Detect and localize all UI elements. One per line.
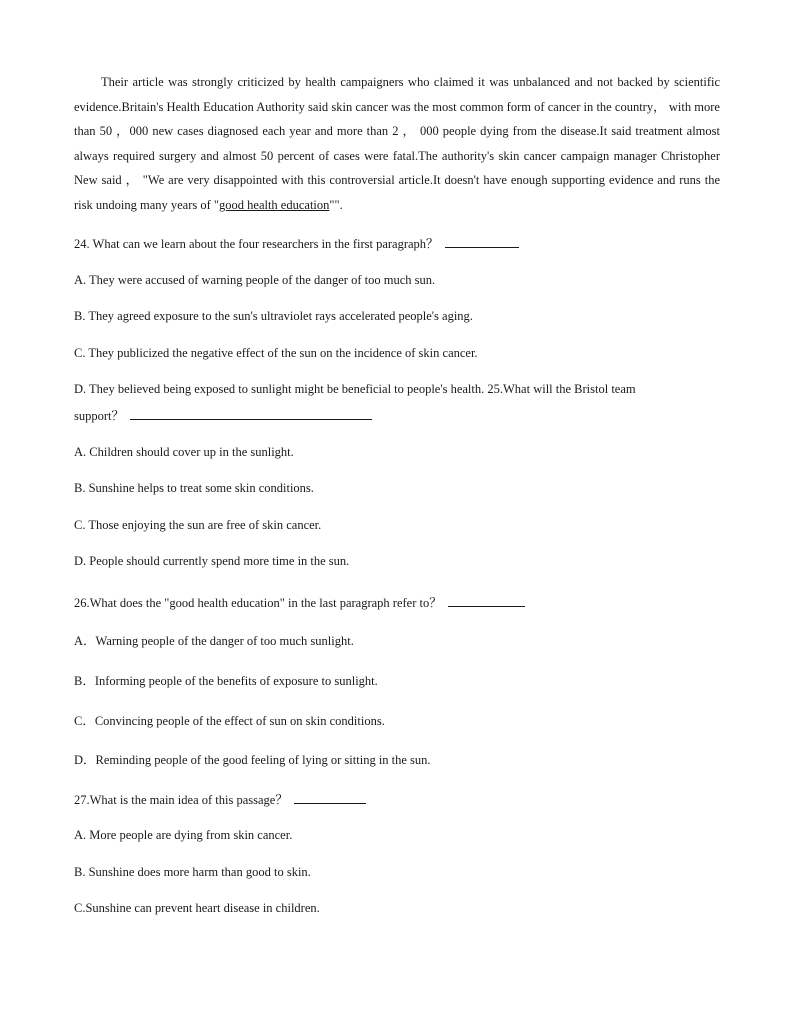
question-24-option-d: D. They believed being exposed to sunlight might be beneficial to people's health. 25.What will the Bristol team (74, 382, 636, 396)
question-26-stem (74, 593, 720, 611)
question-26-option-b: B．Informing people of the benefits of exposure to sunlight. (74, 674, 378, 688)
question-24-text: 24. What can we learn about the four researchers in the first paragraph？ (74, 237, 439, 251)
question-24-option-b: B. They agreed exposure to the sun's ultraviolet rays accelerated people's aging. (74, 309, 473, 323)
question-24-option-a: A. They were accused of warning people of the danger of too much sun. (74, 273, 436, 287)
question-25-option-d: D. People should currently spend more time in the sun. (74, 554, 350, 568)
answer-blank (445, 235, 519, 248)
question-25-text: support？ (74, 409, 125, 423)
question-27-option-a: A. More people are dying from skin cancer. (74, 828, 293, 842)
answer-blank (130, 407, 372, 420)
passage-text: Their article was strongly criticized by health campaigners who claimed it was unbalanced and not backed by scientific evidence.Britain's Health Education Authority said skin cancer was the most common form of cancer in the country， with more than 50 ，000 new cases diagnosed each year and more than 2 ， 000 people dying from the disease.It said treatment almost always required surgery and almost 50 percent of cases were fatal.The authority's skin cancer campaign manager Christopher New said ， "We are very disappointed with this controversial article.It doesn't have enough supporting evidence and runs the risk undoing many years of " (74, 75, 720, 212)
underlined-phrase: good health education (219, 197, 330, 212)
question-26-option-a: A．Warning people of the danger of too much sunlight. (74, 634, 354, 648)
question-26-text: 26.What does the "good health education" in the last paragraph refer to？ (74, 596, 442, 610)
question-27-option-b: B. Sunshine does more harm than good to skin. (74, 865, 311, 879)
passage-text-end: "". (329, 197, 343, 212)
question-27-option-c: C.Sunshine can prevent heart disease in children. (74, 901, 320, 915)
question-26-option-d: D．Reminding people of the good feeling of lying or sitting in the sun. (74, 753, 431, 767)
question-25-option-c: C. Those enjoying the sun are free of skin cancer. (74, 518, 322, 532)
passage-paragraph (74, 70, 720, 218)
question-27-stem (74, 790, 720, 808)
question-24-stem (74, 234, 720, 252)
answer-blank (294, 791, 366, 804)
question-25-stem (74, 406, 720, 424)
question-27-text: 27.What is the main idea of this passage？ (74, 793, 288, 807)
question-25-option-b: B. Sunshine helps to treat some skin conditions. (74, 481, 314, 495)
question-25-option-a: A. Children should cover up in the sunlight. (74, 445, 294, 459)
question-24-option-c: C. They publicized the negative effect of the sun on the incidence of skin cancer. (74, 346, 478, 360)
answer-blank (448, 594, 525, 607)
question-26-option-c: C．Convincing people of the effect of sun on skin conditions. (74, 714, 385, 728)
